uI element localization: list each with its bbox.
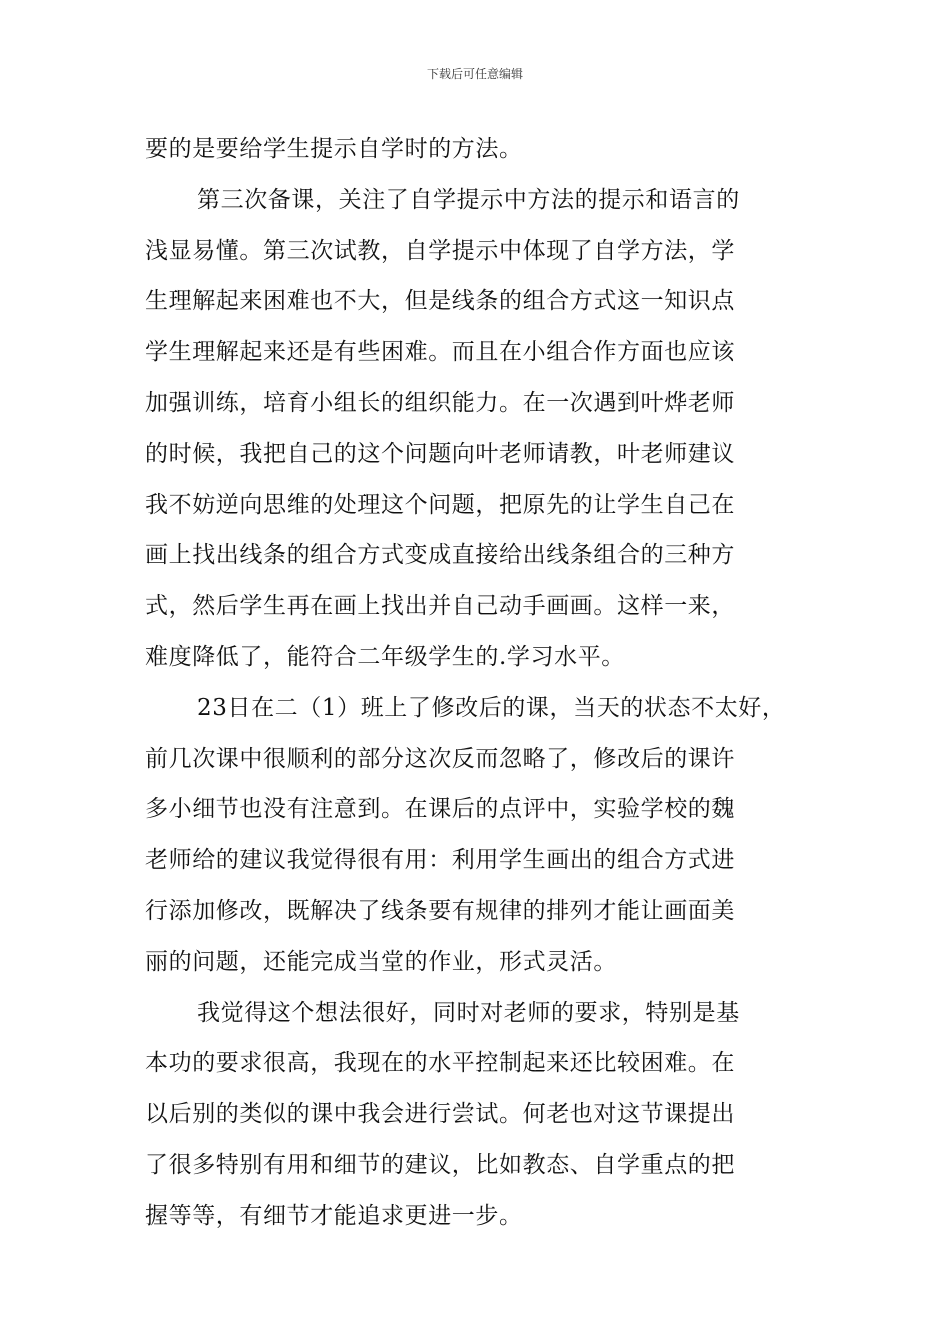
text-line: 我觉得这个想法很好，同时对老师的要求，特别是基 — [197, 999, 740, 1026]
page-header: 下载后可任意编辑 — [426, 67, 523, 81]
text-line: 行添加修改，既解决了线条要有规律的排列才能让画面美 — [145, 897, 735, 924]
text-line: 以后别的类似的课中我会进行尝试。何老也对这节课提出 — [145, 1101, 735, 1128]
text-line: 浅显易懂。第三次试教，自学提示中体现了自学方法，学 — [145, 237, 735, 264]
text-line: 握等等，有细节才能追求更进一步。 — [145, 1202, 523, 1229]
text-line: 生理解起来困难也不大，但是线条的组合方式这一知识点 — [145, 288, 735, 315]
text-line: 式，然后学生再在画上找出并自己动手画画。这样一来， — [145, 593, 735, 620]
text-line: 本功的要求很高，我现在的水平控制起来还比较困难。在 — [145, 1050, 735, 1077]
text-line: 丽的问题，还能完成当堂的作业，形式灵活。 — [145, 948, 617, 975]
text-line: 要的是要给学生提示自学时的方法。 — [145, 136, 523, 162]
text-line: 的时候，我把自己的这个问题向叶老师请教，叶老师建议 — [145, 440, 735, 467]
text-line: 老师给的建议我觉得很有用：利用学生画出的组合方式进 — [145, 847, 735, 874]
text-line: 难度降低了，能符合二年级学生的.学习水平。 — [145, 643, 625, 670]
document-body — [145, 124, 810, 1242]
text-line: 了很多特别有用和细节的建议，比如教态、自学重点的把 — [145, 1151, 735, 1178]
text-line: 我不妨逆向思维的处理这个问题，把原先的让学生自己在 — [145, 491, 735, 518]
text-line: 23日在二（1）班上了修改后的课，当天的状态不太好， — [197, 694, 786, 721]
text-line: 画上找出线条的组合方式变成直接给出线条组合的三种方 — [145, 542, 735, 569]
text-line: 第三次备课，关注了自学提示中方法的提示和语言的 — [197, 186, 740, 213]
text-line: 加强训练，培育小组长的组织能力。在一次遇到叶烨老师 — [145, 389, 735, 416]
text-line: 学生理解起来还是有些困难。而且在小组合作方面也应该 — [145, 339, 735, 366]
text-line: 多小细节也没有注意到。在课后的点评中，实验学校的魏 — [145, 796, 735, 823]
text-line: 前几次课中很顺利的部分这次反而忽略了，修改后的课许 — [145, 745, 735, 772]
